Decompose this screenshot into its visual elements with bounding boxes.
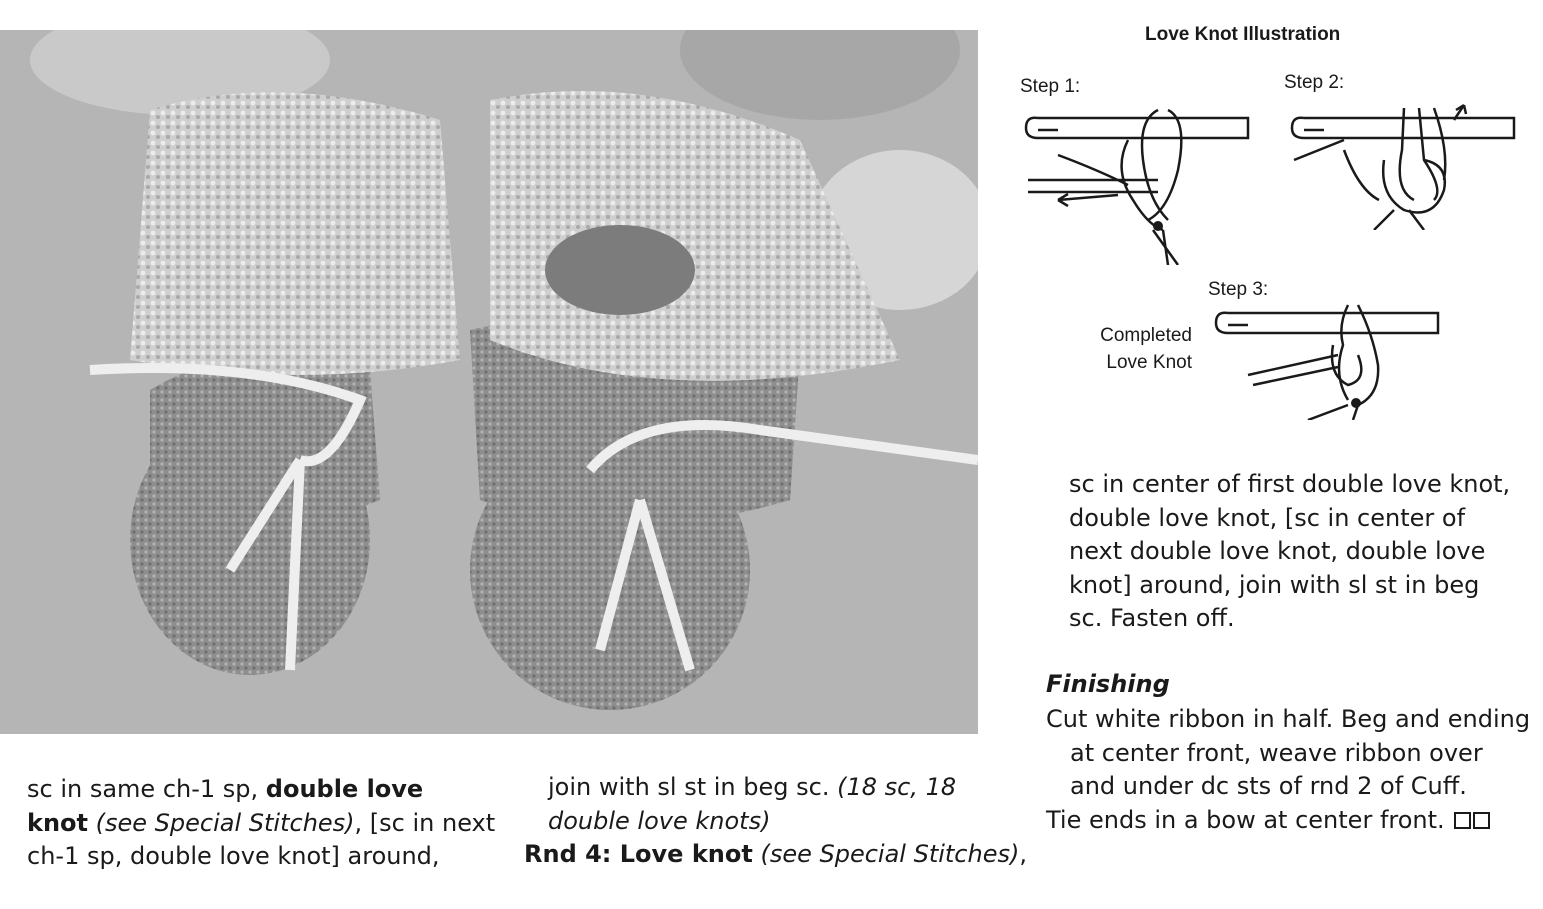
right-column-text — [1069, 468, 1510, 636]
finishing-line-3: and under dc sts of rnd 2 of Cuff. — [1070, 772, 1467, 800]
finishing-heading: Finishing — [1046, 670, 1170, 698]
booties-photo-art — [0, 30, 978, 734]
finishing-line-1: Cut white ribbon in half. Beg and ending — [1046, 705, 1531, 733]
left-line-3: ch-1 sp, double love knot] around, — [27, 842, 440, 870]
right-line-1: sc in center of first double love knot, — [1069, 470, 1511, 498]
step3-hook-diagram — [1208, 295, 1448, 420]
end-box-icon — [1473, 812, 1490, 829]
finishing-line-4: Tie ends in a bow at center front. — [1046, 804, 1530, 838]
right-line-3: next double love knot, double love — [1069, 537, 1486, 565]
middle-line-3: Rnd 4: Love knot (see Special Stitches), — [524, 840, 1027, 868]
finishing-text — [1046, 703, 1530, 837]
left-line-1: sc in same ch-1 sp, double love — [27, 775, 424, 803]
step2-hook-diagram — [1284, 100, 1524, 230]
right-line-2: double love knot, [sc in center of — [1069, 503, 1466, 532]
end-box-icon — [1454, 812, 1471, 829]
middle-line-1: join with sl st in beg sc. (18 sc, 18 — [548, 773, 957, 801]
completed-line2: Love Knot — [1106, 352, 1192, 373]
left-column-text — [27, 773, 495, 874]
step1-label: Step 1: — [1020, 76, 1081, 97]
completed-love-knot-label — [1080, 322, 1192, 376]
step2-label: Step 2: — [1284, 72, 1345, 93]
right-line-4: knot] around, join with sl st in beg — [1069, 570, 1480, 599]
middle-column-text — [524, 771, 1027, 872]
booties-photo — [0, 30, 978, 734]
left-line-2: knot (see Special Stitches), [sc in next — [27, 808, 496, 837]
step3-label: Step 3: — [1208, 279, 1269, 300]
finishing-line-2: at center front, weave ribbon over — [1070, 738, 1483, 767]
completed-line1: Completed — [1100, 325, 1192, 346]
illustration-title: Love Knot Illustration — [1145, 24, 1341, 45]
step1-hook-diagram — [1018, 100, 1258, 265]
middle-line-2: double love knots) — [548, 806, 771, 835]
right-line-5: sc. Fasten off. — [1069, 604, 1235, 632]
